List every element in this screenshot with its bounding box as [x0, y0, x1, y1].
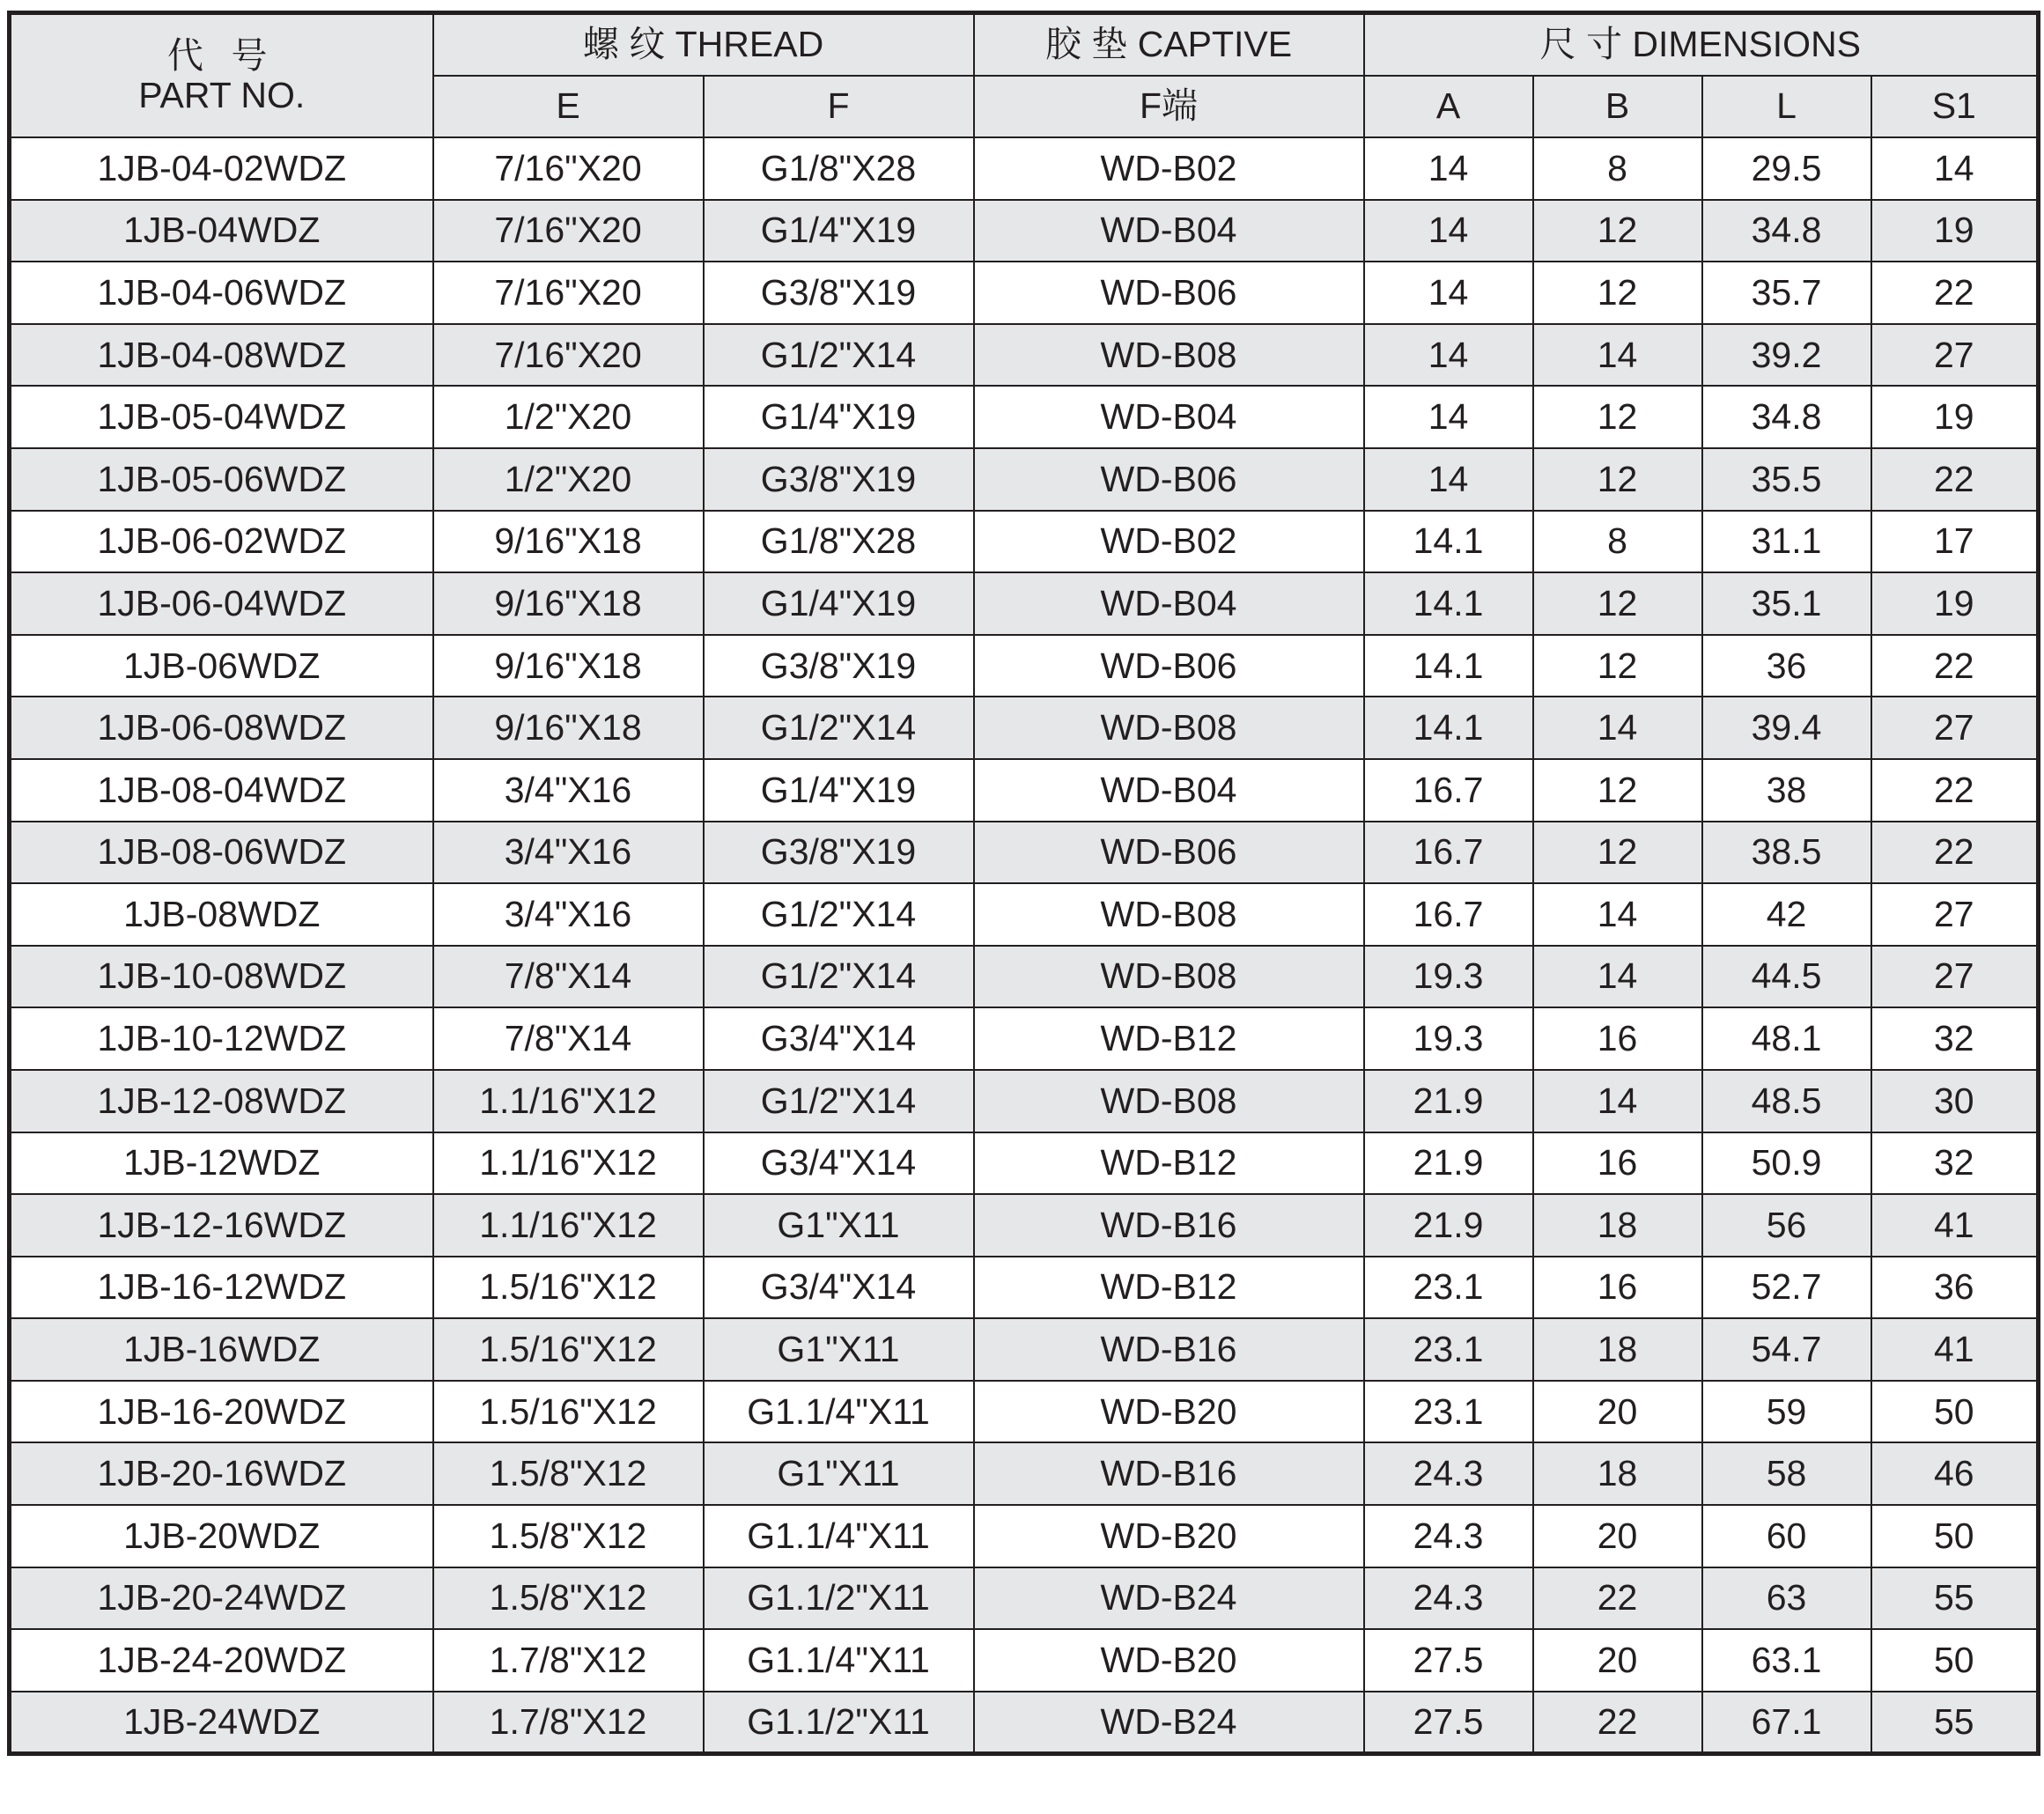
cell-part-no: 1JB-10-12WDZ: [10, 1007, 433, 1070]
cell-thread-e: 1.1/16"X12: [433, 1132, 704, 1195]
cell-part-no: 1JB-05-06WDZ: [10, 448, 433, 511]
cell-captive: WD-B12: [974, 1132, 1364, 1195]
table-row: [10, 759, 2039, 822]
cell-thread-e: 7/16"X20: [433, 200, 704, 262]
cell-part-no: 1JB-16WDZ: [10, 1318, 433, 1381]
cell-thread-f: G3/4"X14: [704, 1007, 974, 1070]
table-header: [10, 13, 2039, 138]
cell-thread-f: G1"X11: [704, 1318, 974, 1381]
table-row: [10, 697, 2039, 759]
cell-part-no: 1JB-04-06WDZ: [10, 262, 433, 324]
cell-dim-a: 23.1: [1364, 1318, 1533, 1381]
cell-part-no: 1JB-20WDZ: [10, 1505, 433, 1567]
cell-dim-s1: 32: [1871, 1007, 2039, 1070]
cell-dim-s1: 55: [1871, 1567, 2039, 1630]
table-row: [10, 511, 2039, 573]
cell-thread-f: G3/8"X19: [704, 822, 974, 884]
cell-thread-f: G1"X11: [704, 1194, 974, 1257]
cell-dim-s1: 36: [1871, 1257, 2039, 1319]
cell-thread-e: 1.1/16"X12: [433, 1070, 704, 1132]
cell-dim-a: 14: [1364, 386, 1533, 448]
cell-captive: WD-B16: [974, 1442, 1364, 1505]
cell-dim-a: 19.3: [1364, 946, 1533, 1008]
cell-thread-e: 7/16"X20: [433, 324, 704, 387]
table-row: [10, 572, 2039, 635]
cell-thread-f: G1/2"X14: [704, 324, 974, 387]
cell-dim-s1: 27: [1871, 697, 2039, 759]
cell-dim-a: 14.1: [1364, 697, 1533, 759]
cell-dim-b: 12: [1533, 822, 1702, 884]
cell-dim-s1: 14: [1871, 137, 2039, 200]
table-row: [10, 1629, 2039, 1692]
cell-thread-e: 1.5/16"X12: [433, 1257, 704, 1319]
cell-dim-s1: 17: [1871, 511, 2039, 573]
cell-dim-a: 16.7: [1364, 883, 1533, 946]
cell-captive: WD-B16: [974, 1318, 1364, 1381]
cell-thread-f: G1/2"X14: [704, 883, 974, 946]
cell-dim-b: 20: [1533, 1381, 1702, 1443]
cell-thread-f: G1/2"X14: [704, 1070, 974, 1132]
cell-thread-e: 1/2"X20: [433, 448, 704, 511]
cell-dim-a: 24.3: [1364, 1505, 1533, 1567]
table-row: [10, 1257, 2039, 1319]
cell-dim-b: 12: [1533, 572, 1702, 635]
cell-part-no: 1JB-12WDZ: [10, 1132, 433, 1195]
part-no-header-cn: 代 号: [167, 34, 277, 76]
cell-dim-a: 14.1: [1364, 635, 1533, 697]
cell-part-no: 1JB-06-04WDZ: [10, 572, 433, 635]
cell-part-no: 1JB-16-20WDZ: [10, 1381, 433, 1443]
table-row: [10, 1692, 2039, 1754]
cell-dim-b: 20: [1533, 1505, 1702, 1567]
cell-dim-l: 63.1: [1702, 1629, 1871, 1692]
cell-dim-b: 18: [1533, 1194, 1702, 1257]
cell-part-no: 1JB-24-20WDZ: [10, 1629, 433, 1692]
part-no-header: [10, 13, 433, 138]
cell-dim-l: 44.5: [1702, 946, 1871, 1008]
cell-captive: WD-B04: [974, 386, 1364, 448]
cell-dim-b: 16: [1533, 1257, 1702, 1319]
cell-thread-e: 9/16"X18: [433, 697, 704, 759]
cell-part-no: 1JB-24WDZ: [10, 1692, 433, 1754]
cell-dim-l: 48.1: [1702, 1007, 1871, 1070]
cell-thread-e: 7/8"X14: [433, 1007, 704, 1070]
cell-dim-b: 12: [1533, 262, 1702, 324]
cell-thread-e: 1.7/8"X12: [433, 1629, 704, 1692]
cell-thread-f: G3/8"X19: [704, 448, 974, 511]
cell-dim-a: 21.9: [1364, 1132, 1533, 1195]
cell-dim-b: 8: [1533, 137, 1702, 200]
cell-dim-b: 20: [1533, 1629, 1702, 1692]
cell-captive: WD-B04: [974, 200, 1364, 262]
cell-dim-l: 34.8: [1702, 200, 1871, 262]
col-header-a: A: [1364, 76, 1533, 137]
cell-dim-a: 27.5: [1364, 1629, 1533, 1692]
cell-dim-b: 14: [1533, 697, 1702, 759]
col-header-e: E: [433, 76, 704, 137]
cell-dim-a: 21.9: [1364, 1194, 1533, 1257]
cell-dim-l: 60: [1702, 1505, 1871, 1567]
table-row: [10, 1318, 2039, 1381]
table-row: [10, 1194, 2039, 1257]
cell-thread-f: G1/4"X19: [704, 572, 974, 635]
cell-captive: WD-B02: [974, 137, 1364, 200]
cell-thread-f: G1/4"X19: [704, 386, 974, 448]
cell-captive: WD-B08: [974, 1070, 1364, 1132]
cell-dim-b: 22: [1533, 1692, 1702, 1754]
cell-dim-s1: 22: [1871, 262, 2039, 324]
cell-thread-f: G1/8"X28: [704, 137, 974, 200]
cell-captive: WD-B08: [974, 883, 1364, 946]
cell-dim-l: 42: [1702, 883, 1871, 946]
cell-thread-f: G1/2"X14: [704, 697, 974, 759]
cell-part-no: 1JB-12-16WDZ: [10, 1194, 433, 1257]
cell-part-no: 1JB-12-08WDZ: [10, 1070, 433, 1132]
table-row: [10, 1007, 2039, 1070]
cell-captive: WD-B20: [974, 1505, 1364, 1567]
cell-dim-a: 24.3: [1364, 1442, 1533, 1505]
spec-table: [7, 11, 2040, 1756]
cell-part-no: 1JB-06-02WDZ: [10, 511, 433, 573]
cell-thread-f: G1.1/4"X11: [704, 1381, 974, 1443]
col-header-l: L: [1702, 76, 1871, 137]
cell-dim-l: 39.4: [1702, 697, 1871, 759]
cell-dim-s1: 41: [1871, 1318, 2039, 1381]
cell-dim-s1: 50: [1871, 1381, 2039, 1443]
cell-thread-f: G3/4"X14: [704, 1257, 974, 1319]
cell-dim-l: 56: [1702, 1194, 1871, 1257]
cell-thread-e: 1.5/16"X12: [433, 1381, 704, 1443]
cell-thread-f: G1/4"X19: [704, 759, 974, 822]
cell-dim-l: 52.7: [1702, 1257, 1871, 1319]
cell-dim-b: 14: [1533, 883, 1702, 946]
cell-dim-b: 12: [1533, 635, 1702, 697]
cell-part-no: 1JB-10-08WDZ: [10, 946, 433, 1008]
cell-dim-s1: 55: [1871, 1692, 2039, 1754]
cell-dim-a: 19.3: [1364, 1007, 1533, 1070]
cell-thread-f: G1/8"X28: [704, 511, 974, 573]
captive-header: 胶 垫 CAPTIVE: [974, 13, 1364, 77]
cell-captive: WD-B24: [974, 1567, 1364, 1630]
cell-part-no: 1JB-08WDZ: [10, 883, 433, 946]
col-header-f-end: F端: [974, 76, 1364, 137]
table-row: [10, 1381, 2039, 1443]
cell-dim-a: 16.7: [1364, 759, 1533, 822]
cell-thread-f: G3/4"X14: [704, 1132, 974, 1195]
cell-part-no: 1JB-06-08WDZ: [10, 697, 433, 759]
cell-captive: WD-B24: [974, 1692, 1364, 1754]
cell-dim-a: 23.1: [1364, 1257, 1533, 1319]
cell-thread-e: 7/16"X20: [433, 262, 704, 324]
cell-captive: WD-B04: [974, 759, 1364, 822]
cell-thread-f: G1/4"X19: [704, 200, 974, 262]
cell-dim-a: 16.7: [1364, 822, 1533, 884]
cell-part-no: 1JB-04WDZ: [10, 200, 433, 262]
cell-thread-e: 1.5/8"X12: [433, 1505, 704, 1567]
cell-captive: WD-B08: [974, 324, 1364, 387]
cell-dim-b: 18: [1533, 1318, 1702, 1381]
cell-thread-f: G1.1/4"X11: [704, 1505, 974, 1567]
cell-thread-e: 1.5/8"X12: [433, 1442, 704, 1505]
table-row: [10, 448, 2039, 511]
cell-dim-s1: 27: [1871, 324, 2039, 387]
cell-thread-e: 3/4"X16: [433, 883, 704, 946]
header-row-group: [10, 13, 2039, 77]
cell-part-no: 1JB-06WDZ: [10, 635, 433, 697]
col-header-s1: S1: [1871, 76, 2039, 137]
cell-dim-l: 35.7: [1702, 262, 1871, 324]
cell-dim-b: 14: [1533, 324, 1702, 387]
cell-dim-l: 39.2: [1702, 324, 1871, 387]
cell-dim-l: 59: [1702, 1381, 1871, 1443]
cell-dim-b: 8: [1533, 511, 1702, 573]
cell-dim-s1: 46: [1871, 1442, 2039, 1505]
table-row: [10, 1567, 2039, 1630]
cell-captive: WD-B20: [974, 1629, 1364, 1692]
cell-captive: WD-B16: [974, 1194, 1364, 1257]
cell-thread-f: G1.1/2"X11: [704, 1692, 974, 1754]
cell-thread-f: G3/8"X19: [704, 262, 974, 324]
cell-dim-s1: 27: [1871, 946, 2039, 1008]
cell-dim-s1: 50: [1871, 1629, 2039, 1692]
cell-captive: WD-B06: [974, 822, 1364, 884]
cell-part-no: 1JB-05-04WDZ: [10, 386, 433, 448]
cell-dim-s1: 22: [1871, 448, 2039, 511]
cell-dim-l: 38: [1702, 759, 1871, 822]
cell-dim-a: 21.9: [1364, 1070, 1533, 1132]
cell-thread-e: 1.7/8"X12: [433, 1692, 704, 1754]
cell-thread-f: G3/8"X19: [704, 635, 974, 697]
cell-dim-l: 29.5: [1702, 137, 1871, 200]
table-body: [10, 137, 2039, 1753]
cell-dim-l: 54.7: [1702, 1318, 1871, 1381]
cell-dim-s1: 22: [1871, 759, 2039, 822]
cell-captive: WD-B04: [974, 572, 1364, 635]
cell-dim-b: 22: [1533, 1567, 1702, 1630]
cell-dim-l: 31.1: [1702, 511, 1871, 573]
cell-part-no: 1JB-20-16WDZ: [10, 1442, 433, 1505]
cell-part-no: 1JB-08-04WDZ: [10, 759, 433, 822]
cell-dim-s1: 27: [1871, 883, 2039, 946]
cell-captive: WD-B12: [974, 1257, 1364, 1319]
dimensions-header: 尺 寸 DIMENSIONS: [1364, 13, 2039, 77]
cell-dim-b: 14: [1533, 946, 1702, 1008]
col-header-b: B: [1533, 76, 1702, 137]
cell-dim-l: 35.1: [1702, 572, 1871, 635]
cell-captive: WD-B06: [974, 448, 1364, 511]
cell-dim-a: 14: [1364, 200, 1533, 262]
table-row: [10, 822, 2039, 884]
cell-part-no: 1JB-16-12WDZ: [10, 1257, 433, 1319]
table-row: [10, 1070, 2039, 1132]
cell-captive: WD-B06: [974, 262, 1364, 324]
cell-thread-f: G1.1/4"X11: [704, 1629, 974, 1692]
cell-dim-s1: 19: [1871, 200, 2039, 262]
table-row: [10, 262, 2039, 324]
cell-thread-e: 7/8"X14: [433, 946, 704, 1008]
cell-dim-s1: 19: [1871, 572, 2039, 635]
cell-part-no: 1JB-20-24WDZ: [10, 1567, 433, 1630]
cell-dim-a: 14: [1364, 448, 1533, 511]
cell-thread-e: 7/16"X20: [433, 137, 704, 200]
table-row: [10, 137, 2039, 200]
cell-thread-e: 3/4"X16: [433, 822, 704, 884]
cell-part-no: 1JB-04-02WDZ: [10, 137, 433, 200]
cell-dim-b: 18: [1533, 1442, 1702, 1505]
cell-dim-s1: 30: [1871, 1070, 2039, 1132]
cell-dim-b: 12: [1533, 386, 1702, 448]
cell-dim-l: 58: [1702, 1442, 1871, 1505]
cell-dim-l: 34.8: [1702, 386, 1871, 448]
cell-dim-a: 14: [1364, 262, 1533, 324]
table-row: [10, 324, 2039, 387]
cell-thread-f: G1/2"X14: [704, 946, 974, 1008]
cell-thread-e: 1.5/16"X12: [433, 1318, 704, 1381]
cell-thread-e: 1.5/8"X12: [433, 1567, 704, 1630]
cell-dim-l: 36: [1702, 635, 1871, 697]
cell-part-no: 1JB-08-06WDZ: [10, 822, 433, 884]
cell-dim-a: 14: [1364, 324, 1533, 387]
table-row: [10, 1442, 2039, 1505]
cell-thread-e: 9/16"X18: [433, 511, 704, 573]
cell-captive: WD-B02: [974, 511, 1364, 573]
cell-dim-l: 67.1: [1702, 1692, 1871, 1754]
cell-dim-a: 14.1: [1364, 511, 1533, 573]
cell-dim-s1: 22: [1871, 635, 2039, 697]
cell-dim-s1: 19: [1871, 386, 2039, 448]
cell-dim-a: 14: [1364, 137, 1533, 200]
cell-part-no: 1JB-04-08WDZ: [10, 324, 433, 387]
cell-dim-b: 16: [1533, 1132, 1702, 1195]
cell-dim-l: 35.5: [1702, 448, 1871, 511]
cell-thread-e: 9/16"X18: [433, 572, 704, 635]
part-no-header-en: PART NO.: [138, 75, 306, 115]
table-row: [10, 1505, 2039, 1567]
cell-thread-e: 3/4"X16: [433, 759, 704, 822]
cell-dim-a: 14.1: [1364, 572, 1533, 635]
col-header-f: F: [704, 76, 974, 137]
table-row: [10, 386, 2039, 448]
cell-dim-a: 23.1: [1364, 1381, 1533, 1443]
cell-thread-f: G1.1/2"X11: [704, 1567, 974, 1630]
table-row: [10, 883, 2039, 946]
cell-captive: WD-B20: [974, 1381, 1364, 1443]
cell-captive: WD-B12: [974, 1007, 1364, 1070]
table-row: [10, 946, 2039, 1008]
cell-dim-s1: 41: [1871, 1194, 2039, 1257]
cell-dim-b: 14: [1533, 1070, 1702, 1132]
cell-thread-e: 1/2"X20: [433, 386, 704, 448]
cell-dim-b: 12: [1533, 759, 1702, 822]
cell-thread-e: 9/16"X18: [433, 635, 704, 697]
thread-header: 螺 纹 THREAD: [433, 13, 974, 77]
cell-dim-b: 12: [1533, 200, 1702, 262]
cell-dim-l: 63: [1702, 1567, 1871, 1630]
cell-captive: WD-B08: [974, 946, 1364, 1008]
cell-dim-a: 24.3: [1364, 1567, 1533, 1630]
cell-dim-l: 50.9: [1702, 1132, 1871, 1195]
table-row: [10, 635, 2039, 697]
cell-dim-l: 38.5: [1702, 822, 1871, 884]
cell-dim-s1: 22: [1871, 822, 2039, 884]
table-row: [10, 200, 2039, 262]
cell-thread-f: G1"X11: [704, 1442, 974, 1505]
cell-captive: WD-B06: [974, 635, 1364, 697]
cell-dim-s1: 50: [1871, 1505, 2039, 1567]
cell-dim-a: 27.5: [1364, 1692, 1533, 1754]
cell-captive: WD-B08: [974, 697, 1364, 759]
cell-dim-l: 48.5: [1702, 1070, 1871, 1132]
cell-dim-b: 12: [1533, 448, 1702, 511]
table-row: [10, 1132, 2039, 1195]
cell-dim-b: 16: [1533, 1007, 1702, 1070]
cell-dim-s1: 32: [1871, 1132, 2039, 1195]
cell-thread-e: 1.1/16"X12: [433, 1194, 704, 1257]
